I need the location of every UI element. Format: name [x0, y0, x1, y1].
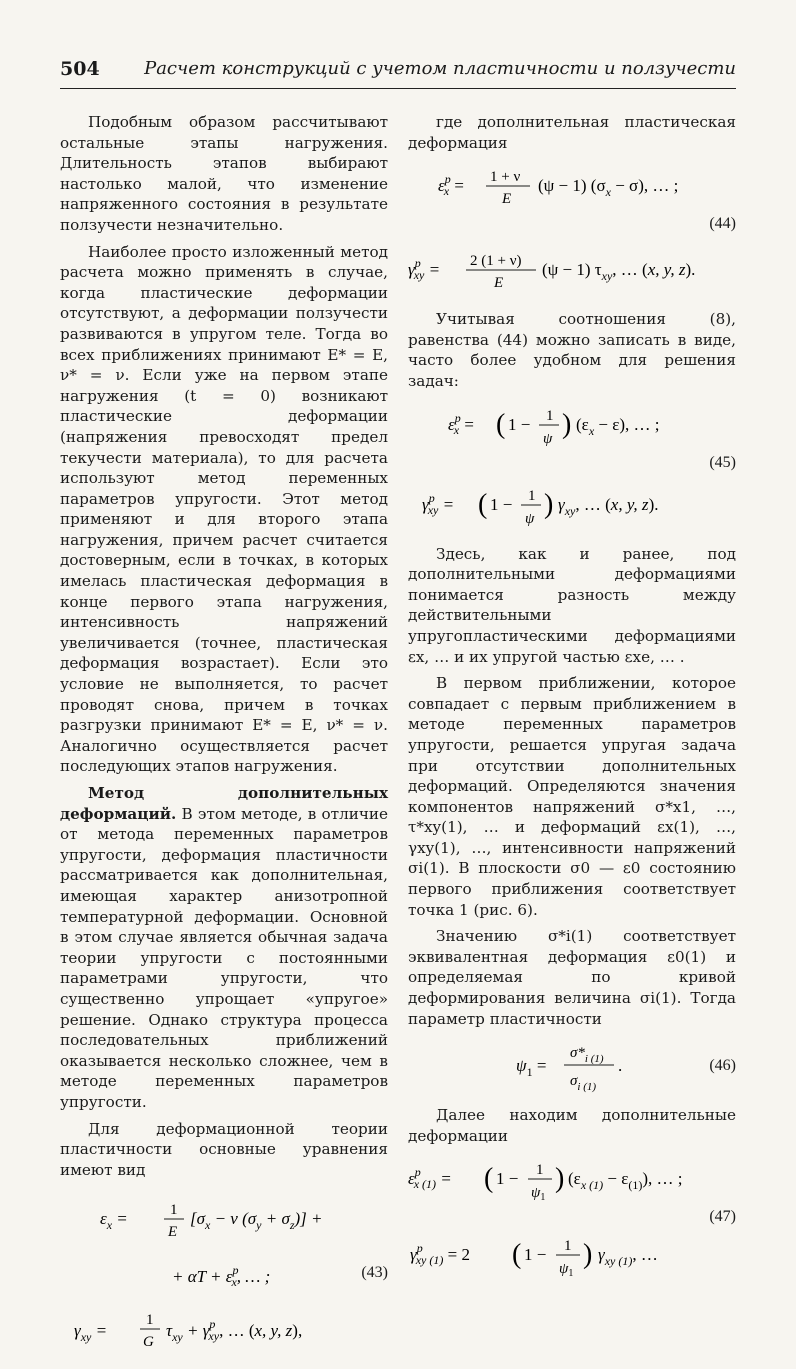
equation-47-formula: [408, 1150, 736, 1210]
equation-number: (44): [709, 215, 736, 233]
svg-text:): ): [562, 408, 572, 440]
equation-47-formula-2: [408, 1234, 736, 1282]
svg-text:ψ: ψ: [543, 430, 553, 447]
paragraph: Учитывая соотношения (8), равенства (44) можно записать в виде, часто более удобном для решения задач:: [408, 310, 736, 390]
svg-text:εx =: $\varepsilon_x$ =: [100, 1209, 128, 1233]
paragraph: Для деформационной теории пластичности основные уравнения имеют вид: [60, 1119, 388, 1179]
equation-45: [408, 396, 736, 480]
svg-text:E: E: [494, 275, 504, 292]
paragraph: [60, 783, 388, 1113]
equation-number: (46): [709, 1057, 736, 1075]
equation-number: (45): [709, 453, 736, 471]
equation-44-line-2: [408, 241, 736, 303]
svg-text:[σx − ν (σy + σz)] +: [$\sigma_x - \nu$ $(\sigma_y + \sigma_z)$] +: [190, 1209, 323, 1233]
equation-43-line-2: [60, 1260, 388, 1294]
paragraph-text: В этом методе, в отличие от метода переменных параметров упругости, деформация пластичности рассматривается как дополнительная, имеющая характер анизотропной температурной деформации. Основной в этом случае является обычная задача теории упругости с постоянными параметрами упругости, что существенно упрощает «упругое» решение. Однако структура процесса последовательных приближений оказывается несколько сложнее, чем в методе переменных параметров упругости.: [60, 804, 389, 1111]
left-column: [60, 112, 388, 1364]
svg-text:): ): [544, 488, 554, 520]
paragraph: Подобным образом рассчитывают остальные этапы нагружения. Длительность этапов выбирают настолько малой, что изменение напряженного состояния в результате ползучести незначительно.: [60, 113, 388, 234]
svg-text:γpxy (1) = 2: $\gamma^p$ xy (1) = 2: [410, 1241, 470, 1268]
svg-text:(εx − ε), … ;: $(\varepsilon_x - \varepsilon)$, … ;: [576, 414, 660, 438]
svg-text:E: E: [168, 1224, 178, 1241]
equation-45-formula-2: [408, 480, 736, 538]
svg-text:εpx =: $\varepsilon^p$ x =: [438, 172, 465, 199]
svg-text:1 + ν: 1 + ν: [490, 169, 521, 186]
equation-46: [408, 1035, 736, 1099]
svg-text:γpxy =: $\gamma^p$ xy =: [422, 490, 455, 517]
svg-text:1: 1: [528, 487, 536, 504]
svg-text:ψ1 =: $\psi_1$ =: [516, 1056, 547, 1080]
svg-text:γxy, … (x, y, z).: $\gamma_{xy}$, … (x, y, z).: [558, 494, 659, 518]
paragraph: Здесь, как и ранее, под дополнительными деформациями понимается разность между действительными упругопластическими деформациями εx, … и их упругой частью εxe, … .: [408, 544, 736, 666]
svg-text:(: (: [496, 408, 506, 440]
equation-number: (47): [709, 1208, 736, 1226]
equation-43-formula-2: [60, 1260, 388, 1294]
svg-text:1: 1: [564, 1238, 572, 1255]
equation-47-line-2: [408, 1234, 736, 1282]
svg-text:1: 1: [536, 1162, 544, 1179]
svg-text:εpx (1) =: $\varepsilon^p$ x (1) =: [408, 1165, 452, 1192]
paragraph: Далее находим дополнительные деформации: [408, 1106, 736, 1145]
svg-text:1 −: 1 −: [524, 1245, 547, 1265]
svg-text:): ): [555, 1163, 565, 1195]
svg-text:(εx (1) − ε(1)), … ;: $(\varepsilon_{x (1)} - \varepsilon_{(1)})$, … ;: [568, 1169, 683, 1193]
svg-text:G: G: [143, 1334, 154, 1351]
equation-43-formula: [60, 1190, 388, 1260]
svg-text:1 −: 1 −: [496, 1169, 519, 1189]
equation-44-formula: [408, 157, 736, 217]
svg-text:E: E: [502, 191, 512, 208]
equation-47: [408, 1150, 736, 1234]
svg-text:ψ1: $\psi_1$: [531, 1185, 546, 1204]
equation-number: (43): [361, 1264, 388, 1282]
svg-text:1: 1: [546, 407, 554, 424]
svg-text:2 (1 + ν): 2 (1 + ν): [470, 253, 522, 270]
equation-45-formula: [408, 396, 736, 456]
svg-text:ψ: ψ: [525, 510, 535, 527]
page-number: 504: [60, 58, 100, 80]
svg-text:(: (: [512, 1239, 522, 1271]
page-header: [60, 56, 736, 89]
svg-text:1 −: 1 −: [490, 494, 513, 514]
running-title: Расчет конструкций с учетом пластичности и ползучести: [144, 58, 736, 79]
svg-text:εpx =: $\varepsilon^p$ x =: [448, 410, 475, 437]
svg-text:σ*i (1): $\sigma*_{i (1)}$: [570, 1045, 604, 1066]
paragraph-heading: Метод дополнительных деформаций.: [60, 784, 388, 823]
paragraph: В первом приближении, которое совпадает с первым приближением в методе переменных параметров упругости, решается упругая задача при отсутствии дополнительных деформаций. Определяются значения компонентов напряжений σ*x1, …, τ*xy(1), … и деформаций εx(1), …, γxy(1), …, интенсивности напряжений σi(1). В плоскости σ0 — ε0 состоянию первого приближения соответствует точка 1 (рис. 6).: [408, 674, 736, 919]
svg-text:(: (: [478, 488, 488, 520]
svg-text:ψ1: $\psi_1$: [559, 1261, 574, 1280]
svg-text:1: 1: [170, 1202, 178, 1219]
paragraph: где дополнительная пластическая деформация: [408, 113, 736, 152]
svg-text:1 −: 1 −: [508, 414, 531, 434]
svg-text:(ψ − 1) (σx − σ), … ;: (ψ − 1) $(\sigma_x - \sigma)$, … ;: [538, 176, 679, 200]
equation-44-formula-2: [408, 241, 736, 303]
svg-text:1: 1: [146, 1312, 154, 1329]
equation-43: [60, 1190, 388, 1260]
svg-text:): ): [583, 1239, 593, 1271]
equation-43-line-3: [60, 1294, 388, 1364]
svg-text:(: (: [484, 1163, 494, 1195]
svg-text:.: .: [618, 1056, 623, 1076]
paragraph: Наиболее просто изложенный метод расчета можно применять в случае, когда пластические деформации отсутствуют, а деформации ползучести развиваются в упругом теле. Тогда во всех приближениях принимают E* = E, ν* = ν. Если уже на первом этапе нагружения (t = 0) возникают пластические деформации (напряжения превосходят предел текучести материала), то для расчета используют метод переменных параметров упругости. Этот метод применяют и для второго этапа нагружения, причем расчет считается достоверным, если в точках, в которых имелась пластическая деформация в конце первого этапа нагружения, интенсивность напряжений увеличивается (точнее, пластическая деформация возрастает). Если это условие не выполняется, то расчет проводят снова, причем в точках разгрузки принимают E* = E, ν* = ν. Аналогично осуществляется расчет последующих этапов нагружения.: [60, 242, 388, 776]
paragraph: Значению σ*i(1) соответствует эквивалентная деформация ε0(1) и определяемая по кривой деформирования величина σi(1). Тогда параметр пластичности: [408, 927, 736, 1028]
equation-46-formula: [408, 1035, 736, 1099]
svg-text:+ αT + εpx, … ;: + $\alpha T + \varepsilon^p$ x, … ;: [172, 1263, 271, 1290]
equation-44: [408, 157, 736, 241]
right-column: [408, 112, 736, 1282]
svg-text:γxy =: $\gamma_{xy}$ =: [74, 1321, 108, 1345]
svg-text:τxy + γpxy, … (x, y, z),: $\tau_{xy} + \gamma^p$ xy, … (x, y, z),: [166, 1317, 303, 1345]
svg-text:(ψ − 1) τxy, … (x, y, z).: (ψ − 1) $\tau_{xy}$, … (x, y, z).: [542, 260, 696, 284]
svg-text:γpxy =: $\gamma^p$ xy =: [408, 256, 441, 283]
equation-45-line-2: [408, 480, 736, 538]
svg-text:γxy (1), …: $\gamma_{xy (1)}$, …: [598, 1245, 658, 1269]
svg-text:σi (1): $\sigma_{i (1)}$: [570, 1073, 597, 1094]
equation-43-formula-3: [60, 1294, 388, 1364]
